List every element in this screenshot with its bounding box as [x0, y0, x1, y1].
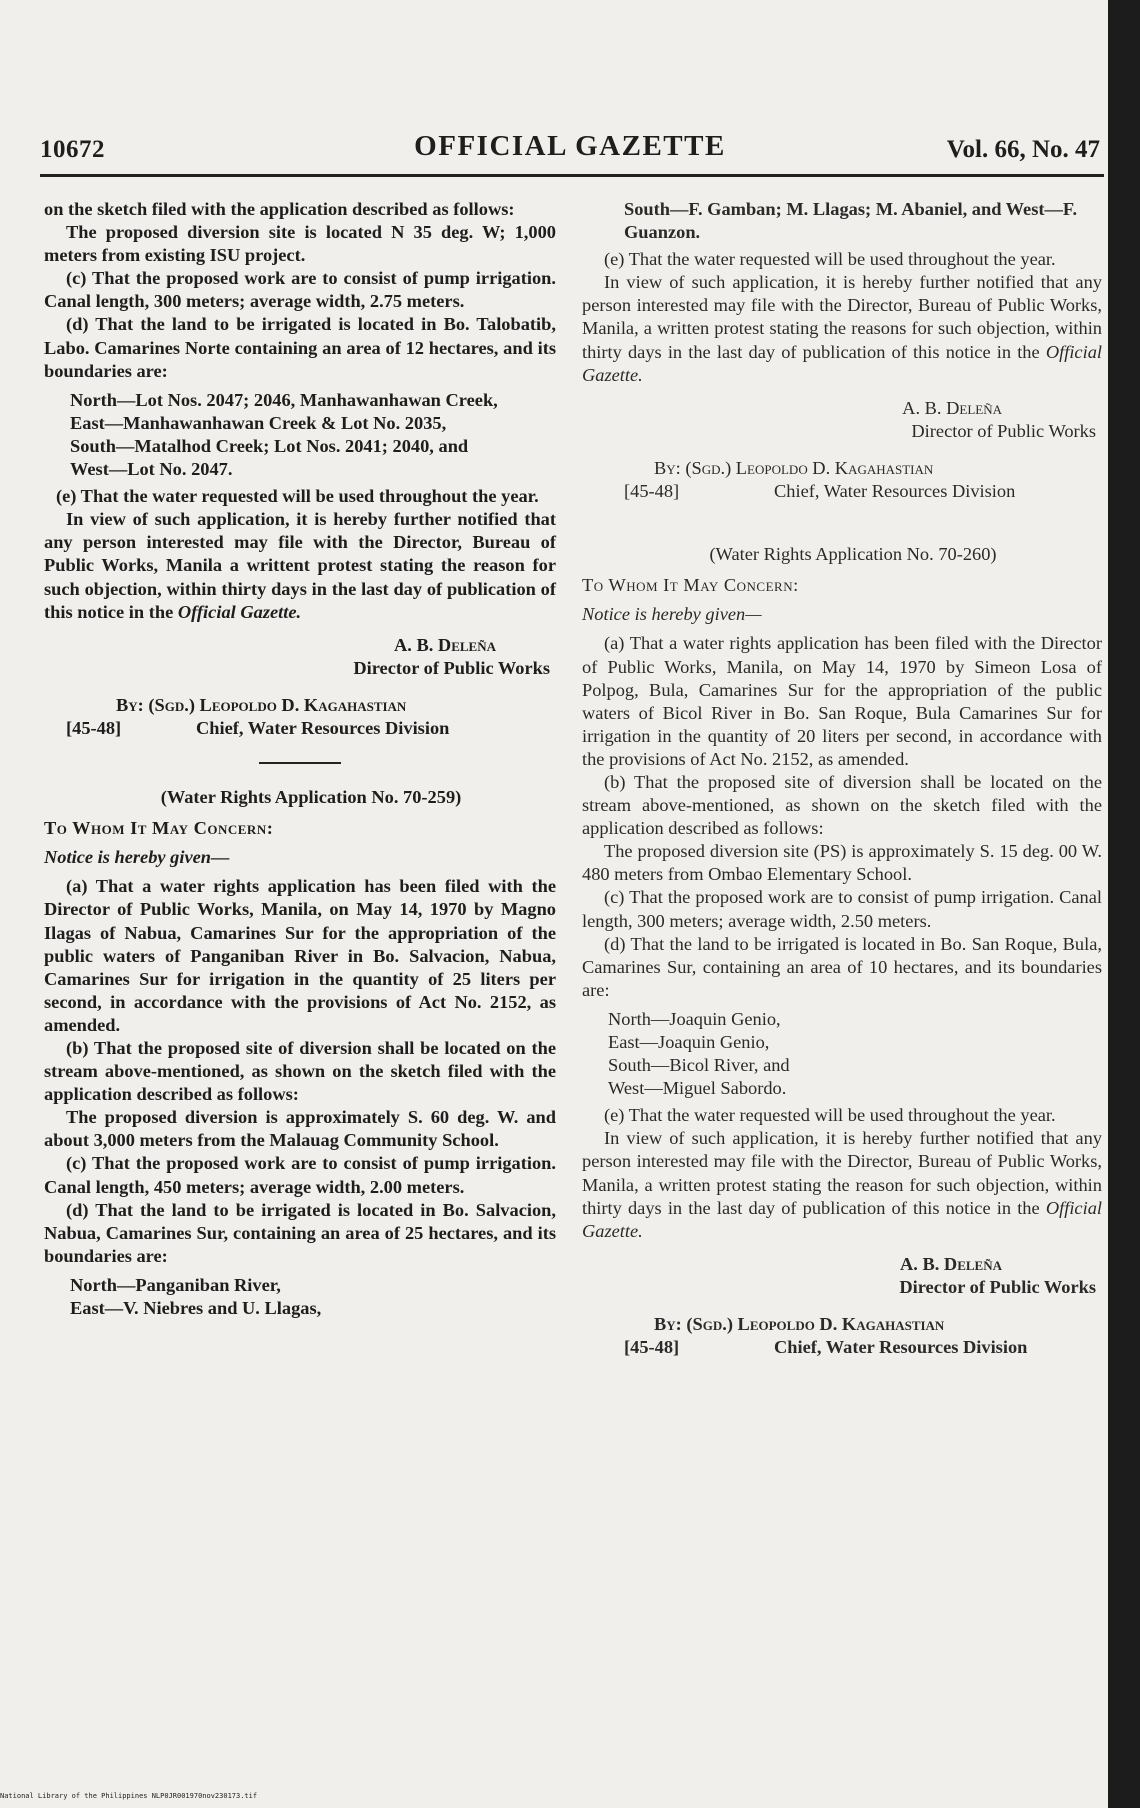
- paragraph: (e) That the water requested will be used throughout the year.: [604, 249, 1056, 270]
- protest-text: In view of such application, it is hereby further notified that any person interested may file with the Director, Bureau of Public Works, Manila, a written protest stating the reason for such objection, within thirty days in the last day of publication of this notice in the: [582, 1128, 1102, 1218]
- paragraph: (e) That the water requested will be used throughout the year.: [56, 486, 539, 507]
- gazette-title-italic: Official Gazette.: [582, 1197, 1102, 1241]
- salutation: To Whom It May Concern:: [582, 575, 799, 596]
- boundary-item: East—Joaquin Genio,: [608, 1032, 770, 1052]
- publication-title: OFFICIAL GAZETTE: [414, 130, 726, 162]
- signatory-name: A. B. Deleña: [393, 634, 496, 655]
- reference-line: [582, 480, 1102, 503]
- boundary-item: South—Matalhod Creek; Lot Nos. 2041; 2040, and: [70, 435, 469, 456]
- section-divider: [259, 762, 341, 764]
- header-rule: [40, 174, 1104, 177]
- paragraph: (c) That the proposed work are to consist of pump irrigation. Canal length, 300 meters; average width, 2.50 meters.: [582, 887, 1102, 931]
- paragraph: (d) That the land to be irrigated is located in Bo. San Roque, Bula, Camarines Sur, containing an area of 10 hectares, and its boundaries are:: [582, 933, 1102, 1000]
- issue-reference: [45-48]: [624, 1337, 680, 1358]
- paragraph: on the sketch filed with the application described as follows:: [44, 199, 515, 219]
- right-column: [582, 198, 1102, 1359]
- chief-title: Chief, Water Resources Division: [774, 481, 1016, 502]
- scan-source-footer: National Library of the Philippines NLP0JR001970nov230173.tif: [0, 1792, 258, 1800]
- protest-paragraph: [582, 271, 1102, 386]
- signed-by-line: By: (Sgd.) Leopoldo D. Kagahastian: [654, 1314, 945, 1335]
- reference-line: [44, 717, 556, 740]
- paragraph: (d) That the land to be irrigated is located in Bo. Talobatib, Labo. Camarines Norte containing an area of 12 hectares, and its boundaries are:: [44, 314, 556, 381]
- paragraph: (e) That the water requested will be used throughout the year.: [604, 1105, 1056, 1126]
- signatory-name: A. B. Deleña: [899, 1253, 1002, 1274]
- application-heading: (Water Rights Application No. 70-259): [160, 787, 462, 808]
- signatory-title: Director of Public Works: [353, 657, 550, 678]
- page-header: [40, 130, 1100, 174]
- paragraph: (b) That the proposed site of diversion shall be located on the stream above-mentioned, as shown on the sketch filed with the application described as follows:: [582, 771, 1102, 839]
- spacer: [582, 503, 1102, 543]
- issue-reference: [45-48]: [624, 481, 680, 502]
- paragraph: (a) That a water rights application has been filed with the Director of Public Works, Manila, on May 14, 1970 by Magno Ilagas of Nabua, Camarines Sur for the appropriation of the public waters of Panganiban River in Bo. Salvacion, Nabua, Camarines Sur for irrigation in the quantity of 25 liters per second, in accordance with the provisions of Act No. 2152, as amended.: [44, 876, 556, 1035]
- boundary-item: East—Manhawanhawan Creek & Lot No. 2035,: [70, 412, 447, 433]
- issue-reference: [45-48]: [66, 717, 122, 738]
- notice-line: Notice is hereby given—: [44, 847, 230, 868]
- gazette-title-italic: Official Gazette.: [177, 601, 302, 622]
- salutation: To Whom It May Concern:: [44, 818, 274, 839]
- boundary-item: West—Lot No. 2047.: [70, 459, 233, 480]
- application-heading: (Water Rights Application No. 70-260): [709, 544, 997, 565]
- protest-paragraph: [44, 508, 556, 623]
- paragraph: The proposed diversion site (PS) is approximately S. 15 deg. 00 W. 480 meters from Ombao Elementary School.: [582, 841, 1102, 885]
- left-column: [44, 198, 556, 1324]
- protest-paragraph: [582, 1127, 1102, 1242]
- paragraph: (a) That a water rights application has been filed with the Director of Public Works, Manila, on May 14, 1970 by Simeon Losa of Polpog, Bula, Camarines Sur for the appropriation of the public waters of Bicol River in Bo. San Roque, Bula Camarines Sur for irrigation in the quantity of 20 liters per second, in accordance with the provisions of Act No. 2152, as amended.: [582, 633, 1102, 769]
- boundary-item: East—V. Niebres and U. Llagas,: [70, 1298, 322, 1319]
- paragraph: The proposed diversion is approximately S. 60 deg. W. and about 3,000 meters from the Malauag Community School.: [44, 1107, 556, 1151]
- paragraph: The proposed diversion site is located N 35 deg. W; 1,000 meters from existing ISU project.: [44, 222, 556, 266]
- signed-by-line: By: (Sgd.) Leopoldo D. Kagahastian: [116, 694, 407, 715]
- signed-by-line: By: (Sgd.) Leopoldo D. Kagahastian: [654, 457, 934, 478]
- chief-title: Chief, Water Resources Division: [774, 1337, 1028, 1358]
- volume-number: Vol. 66, No. 47: [946, 136, 1100, 163]
- signatory-title: Director of Public Works: [911, 420, 1096, 441]
- paragraph: (b) That the proposed site of diversion shall be located on the stream above-mentioned, as shown on the sketch filed with the application described as follows:: [44, 1038, 556, 1105]
- signatory-title: Director of Public Works: [899, 1276, 1096, 1297]
- boundary-item: South—Bicol River, and: [608, 1055, 790, 1076]
- boundaries-list: [44, 1274, 556, 1320]
- protest-text: In view of such application, it is hereby further notified that any person interested may file with the Director, Bureau of Public Works, Manila, a written protest stating the reasons for such objection, within thirty days in the last day of publication of this notice in the: [582, 272, 1102, 362]
- paragraph: (c) That the proposed work are to consist of pump irrigation. Canal length, 450 meters; average width, 2.00 meters.: [44, 1153, 556, 1197]
- boundary-item: North—Lot Nos. 2047; 2046, Manhawanhawan Creek,: [70, 389, 498, 410]
- paragraph: (c) That the proposed work are to consist of pump irrigation. Canal length, 300 meters; average width, 2.75 meters.: [44, 268, 556, 312]
- boundary-item: North—Panganiban River,: [70, 1274, 281, 1295]
- gazette-title-italic: Official Gazette.: [582, 341, 1102, 385]
- boundaries-list: [44, 389, 556, 481]
- page-number: 10672: [40, 136, 105, 163]
- signatory-name: A. B. Deleña: [902, 397, 1002, 418]
- protest-text: In view of such application, it is hereby further notified that any person interested may file with the Director, Bureau of Public Works, Manila a writtent protest stating the reason for such objection, within thirty days in the last day of publication of this notice in the: [44, 509, 556, 622]
- reference-line: [582, 1336, 1102, 1359]
- boundary-item: West—Miguel Sabordo.: [608, 1078, 787, 1099]
- boundary-item: South—F. Gamban; M. Llagas; M. Abaniel, and West—F. Guanzon.: [624, 199, 1078, 243]
- notice-line: Notice is hereby given—: [582, 604, 762, 625]
- paragraph: (d) That the land to be irrigated is located in Bo. Salvacion, Nabua, Camarines Sur, containing an area of 25 hectares, and its boundaries are:: [44, 1199, 556, 1266]
- chief-title: Chief, Water Resources Division: [196, 717, 450, 738]
- boundaries-list: [582, 1008, 1102, 1100]
- boundary-item: North—Joaquin Genio,: [608, 1008, 781, 1029]
